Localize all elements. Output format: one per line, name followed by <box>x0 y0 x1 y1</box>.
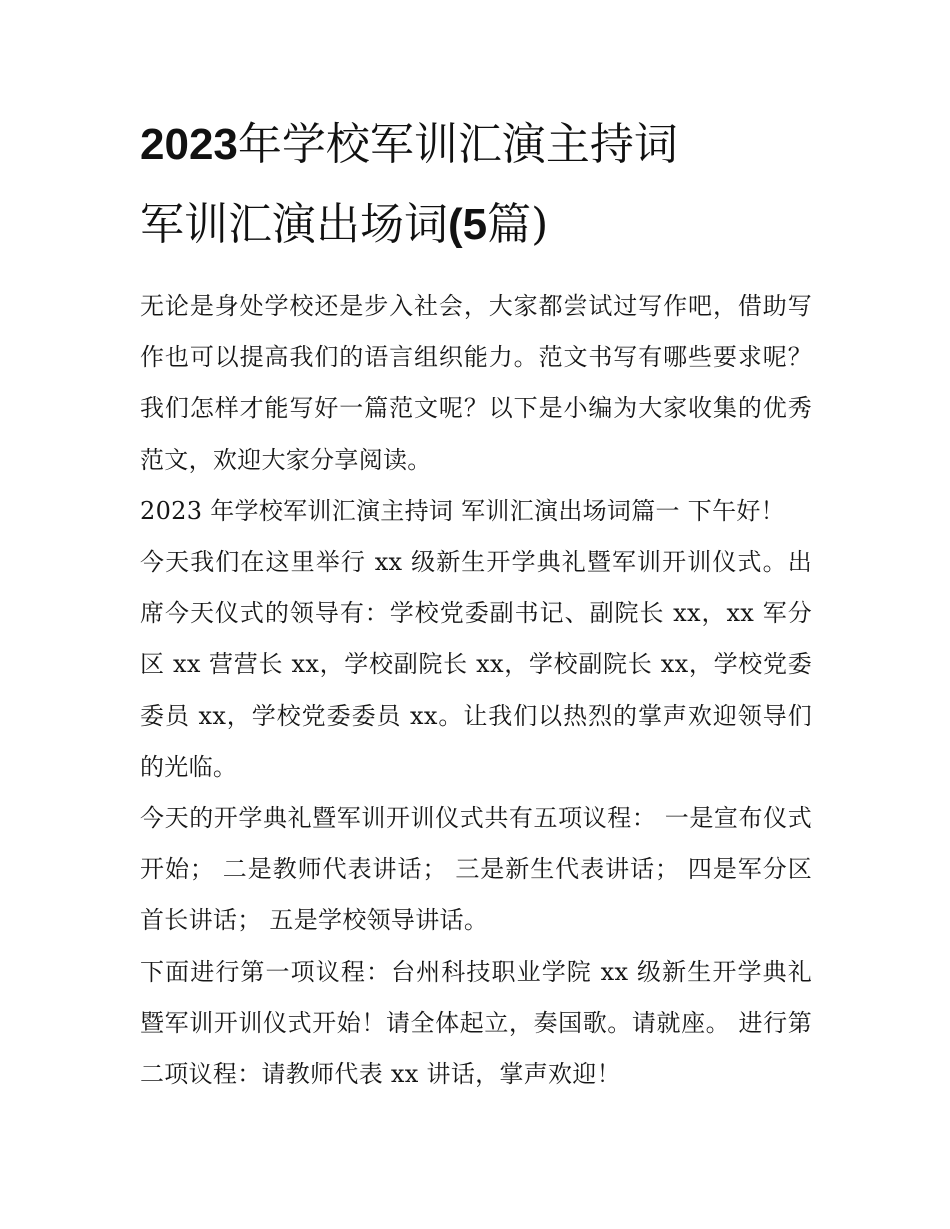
title-line-1-text: 年学校军训汇演主持词 <box>237 119 678 170</box>
title-line-2-tail: 篇) <box>487 199 549 250</box>
document-title-line-1 <box>140 120 820 170</box>
title-year: 2023 <box>140 120 238 169</box>
title-line-2-text: 军训汇演出场词 <box>140 199 448 250</box>
intro-paragraph: 无论是身处学校还是步入社会，大家都尝试过写作吧，借助写作也可以提高我们的语言组织能力。范文书写有哪些要求呢？我们怎样才能写好一篇范文呢？以下是小编为大家收集的优秀范文，欢迎大家分享阅读。 <box>140 292 812 474</box>
title-count: (5 <box>448 200 488 249</box>
document-title-line-2 <box>140 200 820 250</box>
section-heading-paragraph: 2023 年学校军训汇演主持词 军训汇演出场词篇一 下午好！ <box>140 496 785 525</box>
document-body <box>140 281 812 1100</box>
leaders-paragraph: 今天我们在这里举行 xx 级新生开学典礼暨军训开训仪式。出席今天仪式的领导有：学校党委副书记、副院长 xx，xx 军分区 xx 营营长 xx，学校副院长 xx，学校副院长 xx，学校党委委员 xx，学校党委委员 xx。让我们以热烈的掌声欢迎领导们的光临。 <box>140 548 812 781</box>
agenda-paragraph: 今天的开学典礼暨军训开训仪式共有五项议程： 一是宣布仪式开始； 二是教师代表讲话； 三是新生代表讲话； 四是军分区首长讲话； 五是学校领导讲话。 <box>140 804 812 935</box>
proceedings-paragraph: 下面进行第一项议程：台州科技职业学院 xx 级新生开学典礼暨军训开训仪式开始！请全体起立，奏国歌。请就座。 进行第二项议程：请教师代表 xx 讲话，掌声欢迎！ <box>140 957 812 1089</box>
